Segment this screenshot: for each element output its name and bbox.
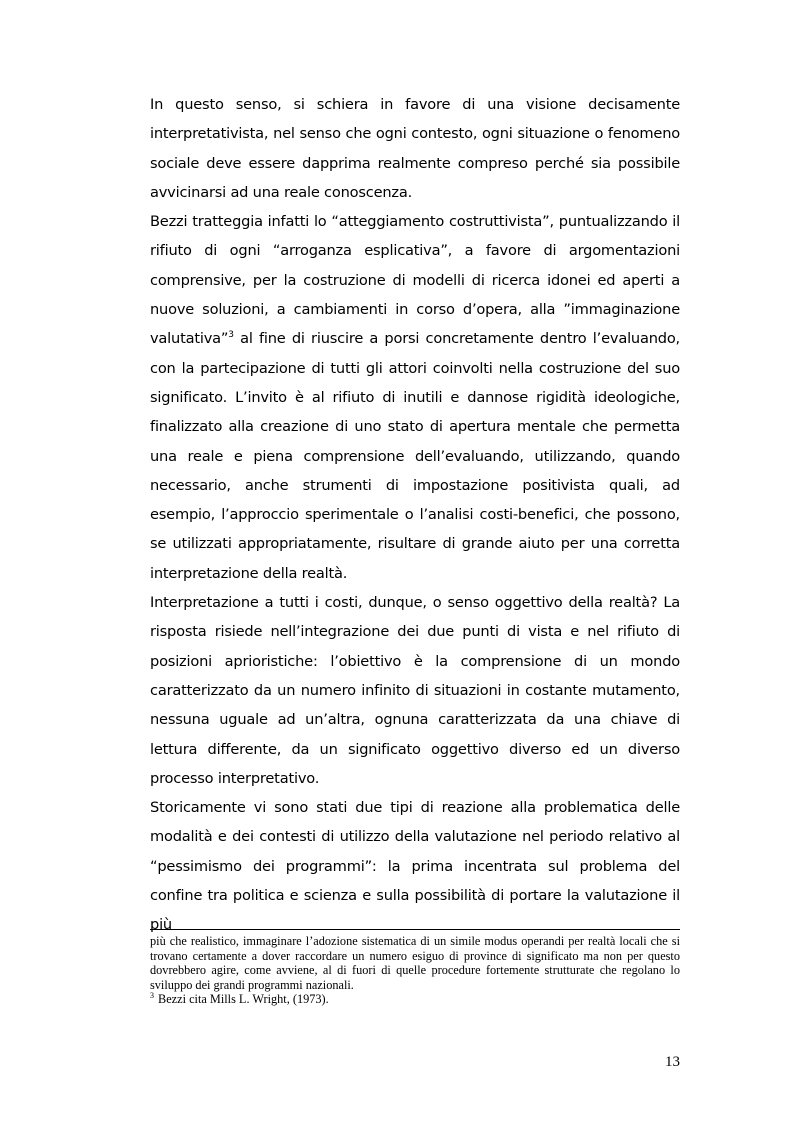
paragraph-3: Interpretazione a tutti i costi, dunque, o senso oggettivo della realtà? La risposta risiede nell’integrazione dei due punti di vista e nel rifiuto di posizioni aprioristiche: l’obiettivo è la comprensione di un mondo caratterizzato da un numero infinito di situazioni in costante mutamento, nessuna uguale ad un’altra, ognuna caratterizzata da una chiave di lettura differente, da un significato oggettivo diverso ed un diverso processo interpretativo. [150, 594, 680, 787]
paragraph-1: In questo senso, si schiera in favore di una visione decisamente interpretativista, nel senso che ogni contesto, ogni situazione o fenomeno sociale deve essere dapprima realmente compreso perché sia possibile avvicinarsi ad una reale conoscenza. [150, 96, 680, 201]
footnote-separator [150, 929, 680, 930]
footnote-reference-3[interactable]: 3 [228, 330, 234, 341]
footnotes [150, 934, 680, 1007]
page-number: 13 [665, 1054, 680, 1070]
paragraph-2-text-a: Bezzi tratteggia infatti lo “atteggiamento costruttivista”, puntualizzando il rifiuto di ogni “arroganza esplicativa”, a favore di argomentazioni comprensive, per la costruzione di modelli di ricerca idonei ed aperti a nuove soluzioni, a cambiamenti in corso d’opera, alla ”immaginazione valutativa” [150, 213, 680, 348]
main-text [150, 90, 680, 940]
paragraph-2 [150, 207, 680, 588]
footnote-continued: più che realistico, immaginare l’adozione sistematica di un simile modus operandi per realtà locali che si trovano certamente a dover raccordare un numero esiguo di province di significato ma non per questo dovrebbero agire, come avviene, al di fuori di quelle procedure fortemente strutturate che regolano lo sviluppo dei grandi programmi nazionali. [150, 934, 680, 992]
footnote-3-text: Bezzi cita Mills L. Wright, (1973). [158, 992, 329, 1006]
footnote-3 [150, 992, 680, 1007]
paragraph-4: Storicamente vi sono stati due tipi di reazione alla problematica delle modalità e dei contesti di utilizzo della valutazione nel periodo relativo al “pessimismo dei programmi”: la prima incentrata sul problema del confine tra politica e scienza e sulla possibilità di portare la valutazione il più [150, 799, 680, 934]
footnote-3-number: 3 [150, 990, 154, 1000]
paragraph-2-text-b: al fine di riuscire a porsi concretamente dentro l’evaluando, con la partecipazione di tutti gli attori coinvolti nella costruzione del suo significato. L’invito è al rifiuto di inutili e dannose rigidità ideologiche, finalizzato alla creazione di uno stato di apertura mentale che permetta una reale e piena comprensione dell’evaluando, utilizzando, quando necessario, anche strumenti di impostazione positivista quali, ad esempio, l’approccio sperimentale o l’analisi costi-benefici, che possono, se utilizzati appropriatamente, risultare di grande aiuto per una corretta interpretazione della realtà. [150, 330, 680, 582]
